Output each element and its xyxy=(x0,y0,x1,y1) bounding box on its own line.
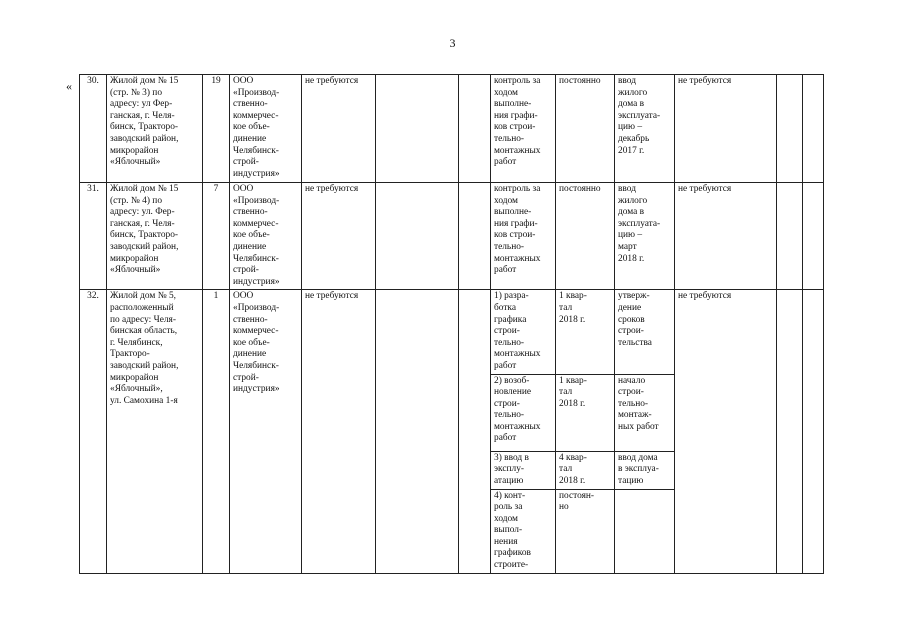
measures-cell: не требуются xyxy=(675,75,777,183)
empty-cell xyxy=(459,290,491,573)
table-row xyxy=(80,290,824,374)
action-cell: 1) разра- ботка графика строи- тельно- монтажных работ xyxy=(491,290,556,374)
empty-cell xyxy=(803,290,824,573)
row-number: 32. xyxy=(80,290,107,573)
count-cell: 19 xyxy=(203,75,230,183)
empty-cell xyxy=(803,183,824,290)
developer-cell: ООО «Производ- ственно- коммерчес- кое объе- динение Челябинск- строй- индустрия» xyxy=(230,75,302,183)
measures-cell: не требуются xyxy=(675,183,777,290)
result-cell xyxy=(615,489,675,573)
empty-cell xyxy=(777,75,803,183)
object-cell: Жилой дом № 15 (стр. № 3) по адресу: ул Фер- ганская, г. Челя- бинск, Тракторо- заводский район, микрорайон «Яблочный» xyxy=(107,75,203,183)
empty-cell xyxy=(777,290,803,573)
empty-cell xyxy=(803,75,824,183)
row-number: 30. xyxy=(80,75,107,183)
measures-cell: не требуются xyxy=(302,183,376,290)
row-number: 31. xyxy=(80,183,107,290)
empty-cell xyxy=(777,183,803,290)
result-cell: ввод дома в эксплуа- тацию xyxy=(615,451,675,489)
empty-cell xyxy=(376,183,459,290)
object-cell: Жилой дом № 15 (стр. № 4) по адресу: ул. Фер- ганская, г. Челя- бинск, Тракторо- заводский район, микрорайон «Яблочный» xyxy=(107,183,203,290)
action-cell: контроль за ходом выполне- ния графи- ков строи- тельно- монтажных работ xyxy=(491,183,556,290)
term-cell: постоянно xyxy=(556,75,615,183)
empty-cell xyxy=(376,75,459,183)
empty-cell xyxy=(459,183,491,290)
action-cell: контроль за ходом выполне- ния графи- ков строи- тельно- монтажных работ xyxy=(491,75,556,183)
term-cell: постоянно xyxy=(556,183,615,290)
document-table xyxy=(79,74,824,574)
table-row xyxy=(80,183,824,290)
measures-cell: не требуются xyxy=(302,75,376,183)
developer-cell: ООО «Производ- ственно- коммерчес- кое объе- динение Челябинск- строй- индустрия» xyxy=(230,290,302,573)
empty-cell xyxy=(376,290,459,573)
table-row xyxy=(80,75,824,183)
empty-cell xyxy=(459,75,491,183)
page-number: 3 xyxy=(449,36,456,50)
term-cell: постоян- но xyxy=(556,489,615,573)
result-cell: ввод жилого дома в эксплуата- цию – декабрь 2017 г. xyxy=(615,75,675,183)
result-cell: начало строи- тельно- монтаж- ных работ xyxy=(615,374,675,451)
count-cell: 1 xyxy=(203,290,230,573)
measures-cell: не требуются xyxy=(675,290,777,573)
action-cell: 4) конт- роль за ходом выпол- нения графиков строите- xyxy=(491,489,556,573)
developer-cell: ООО «Производ- ственно- коммерчес- кое объе- динение Челябинск- строй- индустрия» xyxy=(230,183,302,290)
action-cell: 2) возоб- новление строи- тельно- монтажных работ xyxy=(491,374,556,451)
action-cell: 3) ввод в эксплу- атацию xyxy=(491,451,556,489)
result-cell: утверж- дение сроков строи- тельства xyxy=(615,290,675,374)
term-cell: 4 квар- тал 2018 г. xyxy=(556,451,615,489)
term-cell: 1 квар- тал 2018 г. xyxy=(556,374,615,451)
result-cell: ввод жилого дома в эксплуата- цию – март 2018 г. xyxy=(615,183,675,290)
object-cell: Жилой дом № 5, расположенный по адресу: Челя- бинская область, г. Челябинск, Тракторо- заводский район, микрорайон «Яблочный», ул. Самохина 1-я xyxy=(107,290,203,573)
term-cell: 1 квар- тал 2018 г. xyxy=(556,290,615,374)
count-cell: 7 xyxy=(203,183,230,290)
measures-cell: не требуются xyxy=(302,290,376,573)
opening-quote-mark: « xyxy=(66,79,72,93)
